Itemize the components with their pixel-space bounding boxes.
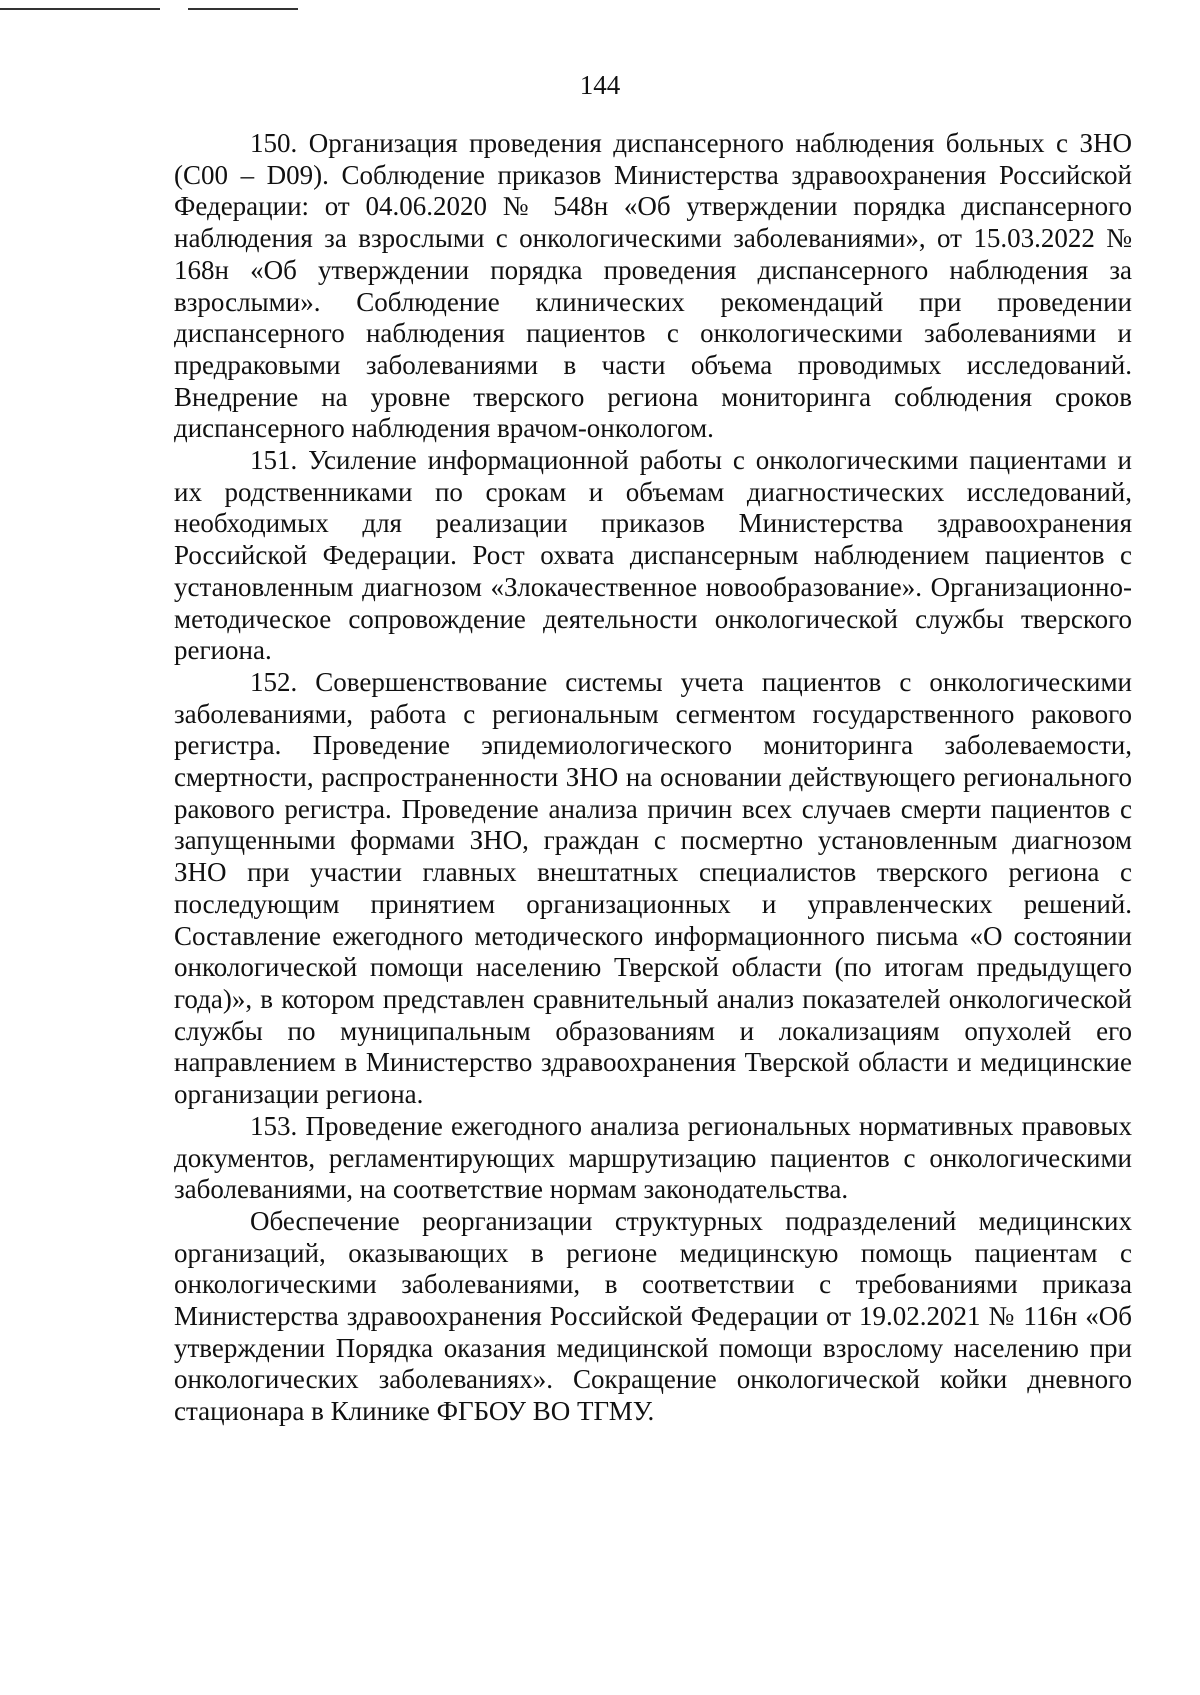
paragraph-153: 153. Проведение ежегодного анализа региональных нормативных правовых документов, регламентирующих маршрутизацию пациентов с онкологическими заболеваниями, на соответствие нормам законодательства. — [174, 1110, 1132, 1205]
page-number: 144 — [579, 70, 621, 100]
document-body — [174, 128, 1132, 1428]
scan-edge-mark — [0, 8, 160, 10]
paragraph-151: 151. Усиление информационной работы с онкологическими пациентами и их родственниками по срокам и объемам диагностических исследований, необходимых для реализации приказов Министерства здравоохранения Российской Федерации. Рост охвата диспансерным наблюдением пациентов с установленным диагнозом «Злокачественное новообразование». Организационно-методическое сопровождение деятельности онкологической службы тверского региона. — [174, 445, 1132, 666]
paragraph-152: 152. Совершенствование системы учета пациентов с онкологическими заболеваниями, работа с региональным сегментом государственного ракового регистра. Проведение эпидемиологического мониторинга заболеваемости, смертности, распространенности ЗНО на основании действующего регионального ракового регистра. Проведение анализа причин всех случаев смерти пациентов с запущенными формами ЗНО, граждан с посмертно установленным диагнозом ЗНО при участии главных внештатных специалистов тверского региона с последующим принятием организационных и управленческих решений. Составление ежегодного методического информационного письма «О состоянии онкологической помощи населению Тверской области (по итогам предыдущего года)», в котором представлен сравнительный анализ показателей онкологической службы по муниципальным образованиям и локализациям опухолей его направлением в Министерство здравоохранения Тверской области и медицинские организации региона. — [174, 666, 1132, 1110]
scan-edge-mark — [188, 8, 298, 10]
paragraph-reorganization: Обеспечение реорганизации структурных подразделений медицинских организаций, оказывающих в регионе медицинскую помощь пациентам с онкологическими заболеваниями, в соответствии с требованиями приказа Министерства здравоохранения Российской Федерации от 19.02.2021 № 116н «Об утверждении Порядка оказания медицинской помощи взрослому населению при онкологических заболеваниях». Сокращение онкологической койки дневного стационара в Клинике ФГБОУ ВО ТГМУ. — [174, 1205, 1132, 1427]
paragraph-150: 150. Организация проведения диспансерного наблюдения больных с ЗНО (C00 – D09). Соблюдение приказов Министерства здравоохранения Российской Федерации: от 04.06.2020 № 548н «Об утверждении порядка диспансерного наблюдения за взрослыми с онкологическими заболеваниями», от 15.03.2022 № 168н «Об утверждении порядка проведения диспансерного наблюдения за взрослыми». Соблюдение клинических рекомендаций при проведении диспансерного наблюдения пациентов с онкологическими заболеваниями и предраковыми заболеваниями в части объема проводимых исследований. Внедрение на уровне тверского региона мониторинга соблюдения сроков диспансерного наблюдения врачом-онкологом. — [174, 128, 1132, 444]
